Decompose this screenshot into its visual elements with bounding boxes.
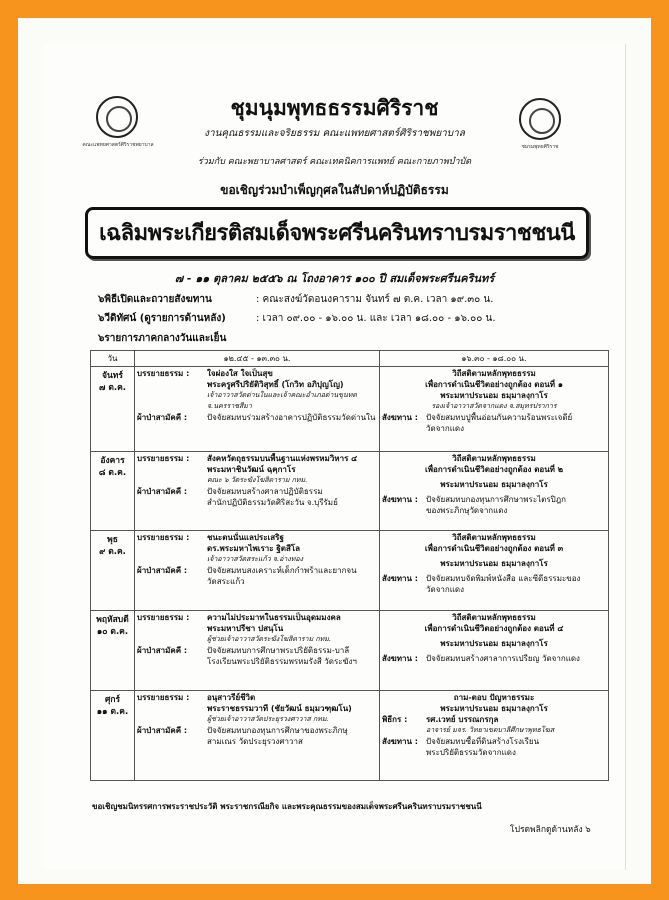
noon-cell: บรรยายธรรม : อนุสาวรีย์ชีวิต พระราชธรรมวาที (ชัยวัฒน์ ธมฺมวฑฺฒโน) ผู้ช่วยเจ้าอาวาสวัดประยุรวงศาวาส กทม. ผ้าป่าสามัคคี : ปัจจัยสมทบกองทุนการศึกษาของพระภิกษุ สามเณร วัดประยุรวงศาวาส — [135, 691, 380, 781]
day-cell: พุธ ๙ ต.ค. — [91, 531, 135, 611]
evening-cell: วิถีสติตามหลักพุทธธรรม เพื่อการดำเนินชีวิตอย่างถูกต้อง ตอนที่ ๑ พระมหาประนอม ธมฺมาลงฺกาโร รองเจ้าอาวาสวัดจากแดง จ.สมุทรปราการ สังฆทาน : ปัจจัยสมทบปูพื้นอ่อนกันความร้อนพระเจดีย์ วัดจากแดง — [380, 367, 609, 452]
org-unit: งานคุณธรรมและจริยธรรม คณะแพทยศาสตร์ศิริราชพยาบาล — [204, 128, 465, 139]
evening-cell: ถาม-ตอบ ปัญหาธรรมะ พระมหาประนอม ธมฺมาลงฺกาโร พิธีกร : รศ.เวทย์ บรรณกรกุล อาจารย์ มจร. วิทยาเขตบาลีศึกษาพุทธโฆส สังฆทาน : ปัจจัยสมทบซื้อที่ดินสร้างโรงเรียน พระปริยัติธรรมวัดจากแดง — [380, 691, 609, 781]
table-row — [91, 452, 609, 531]
day-cell: จันทร์ ๗ ต.ค. — [91, 367, 135, 452]
header-day: วัน — [91, 351, 135, 367]
table-row — [91, 531, 609, 611]
faculty-logo-caption: คณะแพทยศาสตร์ศิริราชพยาบาล — [82, 142, 154, 148]
invite-heading: ขอเชิญร่วมบำเพ็ญกุศลในสัปดาห์ปฏิบัติธรรม — [220, 183, 449, 197]
header-noon: ๑๒.๔๕ - ๑๓.๓๐ น. — [135, 351, 380, 367]
schedule-table — [90, 350, 609, 781]
noon-cell: บรรยายธรรม : ความไม่ประมาทในธรรมเป็นอุดมมงคล พระมหาปรีชา ปสนฺโน ผู้ช่วยเจ้าอาวาสวัดระฆังโฆสิตาราม กทม. ผ้าป่าสามัคคี : ปัจจัยสมทบการศึกษาพระปริยัติธรรม-บาลี โรงเรียนพระปริยัติธรรมพรหมรังสี วัดระฆังฯ — [135, 611, 380, 691]
table-header-row — [91, 351, 609, 367]
org-partners: ร่วมกับ คณะพยาบาลศาสตร์ คณะเทคนิคการแพทย์ คณะกายภาพบำบัด — [197, 157, 472, 167]
event-date-line: ๗ - ๑๑ ตุลาคม ๒๕๕๖ ณ โถงอาคาร ๑๐๐ ปี สมเด็จพระศรีนครินทร์ — [174, 272, 495, 285]
title-banner: เฉลิมพระเกียรติสมเด็จพระศรีนครินทราบรมราชชนนี — [85, 207, 589, 259]
table-row — [91, 611, 609, 691]
day-cell: พฤหัสบดี ๑๐ ต.ค. — [91, 611, 135, 691]
noon-cell: บรรยายธรรม : ชนะตนนั่นแลประเสริฐ ดร.พระมหาไพเราะ ฐิตสีโล เจ้าอาวาสวัดสระแก้ว จ.อ่างทอง ผ้าป่าสามัคคี : ปัจจัยสมทบสงเคราะห์เด็กกำพร้าและยากจน วัดสระแก้ว — [135, 531, 380, 611]
header-evening: ๑๖.๓๐ - ๑๘.๐๐ น. — [380, 351, 609, 367]
exhibition-note: ขอเชิญชมนิทรรศการพระราชประวัติ พระราชกรณียกิจ และพระคุณธรรมของสมเด็จพระศรีนครินทราบรมราชชนนี — [92, 802, 482, 811]
table-row — [91, 691, 609, 781]
evening-cell: วิถีสติตามหลักพุทธธรรม เพื่อการดำเนินชีวิตอย่างถูกต้อง ตอนที่ ๓ พระมหาประนอม ธมฺมาลงฺกาโร สังฆทาน : ปัจจัยสมทบจัดพิมพ์หนังสือ และซีดีธรรมะของ วัดจากแดง — [380, 531, 609, 611]
day-cell: อังคาร ๘ ต.ค. — [91, 452, 135, 531]
info-program: ๖รายการภาคกลางวันและเย็น — [98, 333, 227, 344]
noon-cell: บรรยายธรรม : ใจผ่องใส ใจเป็นสุข พระครูศรีปริยัติวิสุทธิ์ (โกวิท อภิปุญโญ) เจ้าอาวาสวัดด่านในและเจ้าคณะอำเภอด่านขุนทด จ.นครราชสีมา ผ้าป่าสามัคคี : ปัจจัยสมทบร่วมสร้างอาคารปฏิบัติธรรมวัดด่านใน — [135, 367, 380, 452]
club-logo-caption: ชมรมพุทธศิริราช — [521, 144, 559, 150]
info-video: ๖วีดิทัศน์ (ดูรายการด้านหลัง) : เวลา ๐๙.๐๐ - ๑๖.๐๐ น. และ เวลา ๑๘.๐๐ - ๑๖.๐๐ น. — [98, 313, 496, 324]
table-row — [91, 367, 609, 452]
day-cell: ศุกร์ ๑๑ ต.ค. — [91, 691, 135, 781]
turn-over-note: โปรดพลิกดูด้านหลัง ๖ — [510, 825, 591, 835]
info-opening: ๖พิธีเปิดและถวายสังฆทาน : คณะสงฆ์วัดอนงคาราม จันทร์ ๗ ต.ค. เวลา ๑๙.๓๐ น. — [98, 294, 494, 305]
org-name: ชุมนุมพุทธธรรมศิริราช — [230, 95, 439, 120]
evening-cell: วิถีสติตามหลักพุทธธรรม เพื่อการดำเนินชีวิตอย่างถูกต้อง ตอนที่ ๔ พระมหาประนอม ธมฺมาลงฺกาโร สังฆทาน : ปัจจัยสมทบสร้างศาลาการเปรียญ วัดจากแดง — [380, 611, 609, 691]
evening-cell: วิถีสติตามหลักพุทธธรรม เพื่อการดำเนินชีวิตอย่างถูกต้อง ตอนที่ ๒ พระมหาประนอม ธมฺมาลงฺกาโร สังฆทาน : ปัจจัยสมทบกองทุนการศึกษาพระไตรปิฎก ของพระภิกษุวัดจากแดง — [380, 452, 609, 531]
noon-cell: บรรยายธรรม : สังคหวัตถุธรรมบนพื้นฐานแห่งพรหมวิหาร ๔ พระมหาชินวัฒน์ ฉฺฅฺกาโร คณะ ๖ วัดระฆังโฆสิตาราม กทม. ผ้าป่าสามัคคี : ปัจจัยสมทบสร้างศาลาปฏิบัติธรรม สำนักปฏิบัติธรรมวัดศิริสะวัน จ.บุรีรัมย์ — [135, 452, 380, 531]
